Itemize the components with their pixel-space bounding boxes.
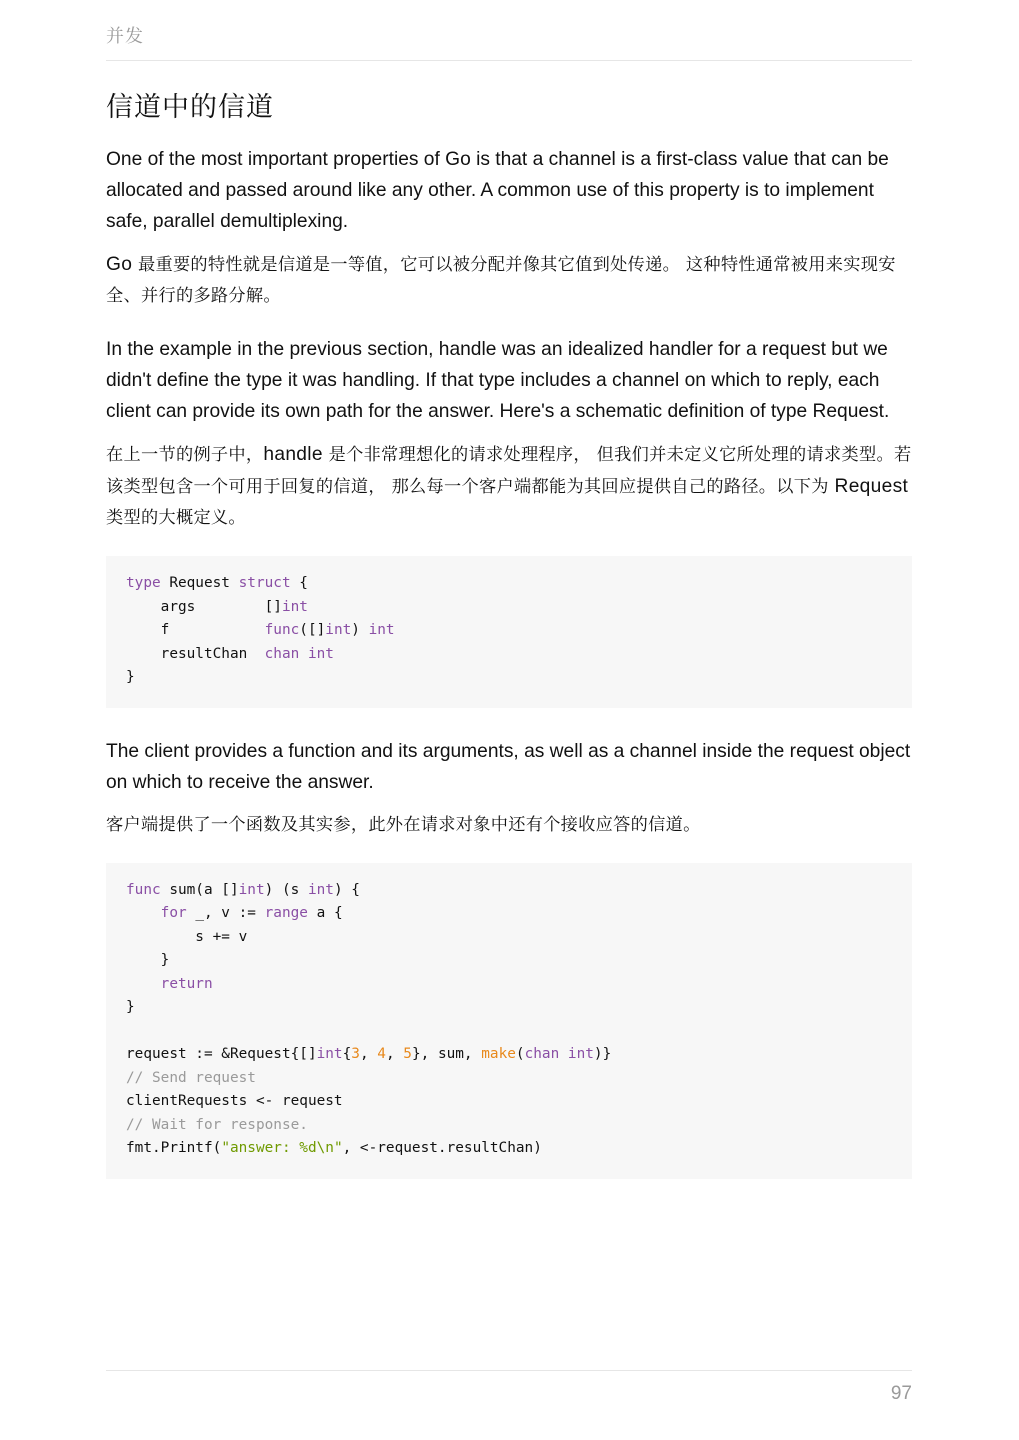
code-keyword: int: [307, 881, 334, 898]
code-text: {: [342, 1046, 352, 1062]
code-comment: // Wait for response.: [126, 1116, 308, 1133]
code-keyword: struct: [238, 575, 291, 591]
code-text: }: [126, 952, 170, 968]
code-text: a {: [307, 905, 343, 921]
code-text: ([]: [299, 622, 326, 638]
header-divider: [106, 60, 912, 61]
inline-request-term: Request: [834, 476, 909, 497]
code-text: }: [126, 999, 135, 1015]
code-keyword: func: [264, 622, 300, 638]
paragraph-1-chinese-text: 最重要的特性就是信道是一等值，它可以被分配并像其它值到处传递。 这种特性通常被用来实现安全、并行的多路分解。: [106, 255, 896, 306]
paragraph-2-chinese-part-e: 类型的大概定义。: [106, 508, 246, 528]
paragraph-3-english: The client provides a function and its arguments, as well as a channel inside the request object on which to receive the answer.: [106, 740, 911, 793]
code-text: Request: [160, 575, 239, 591]
code-text: ): [351, 622, 369, 638]
code-text: ,: [385, 1046, 404, 1062]
paragraph-2-chinese-part-c: 是个非常理想化的请求处理程序， 但我们并未定义它所处理的请求类型。若该类型包含一个可用于回复的信道， 那么每一个客户端都能为其回应提供自己的路径。以下为: [106, 445, 912, 497]
code-keyword: return: [160, 975, 213, 992]
paragraph-2-chinese: [106, 439, 912, 534]
code-text: ) (s: [264, 881, 308, 898]
paragraph-1-chinese: [106, 249, 912, 312]
code-keyword: int: [368, 622, 395, 638]
code-text: request := &Request{[]: [126, 1046, 317, 1062]
code-keyword: int: [281, 598, 308, 615]
code-block-sum-request: [106, 863, 912, 1179]
page-number: 97: [890, 1383, 912, 1404]
code-keyword: chan: [524, 1046, 560, 1062]
code-keyword: func: [126, 881, 161, 898]
inline-handle-term: handle: [263, 444, 323, 465]
code-text: f: [126, 622, 265, 638]
code-number: 5: [403, 1046, 412, 1062]
code-text: resultChan: [126, 645, 265, 662]
code-text: ) {: [333, 881, 360, 898]
code-keyword: int: [307, 645, 334, 662]
code-keyword: type: [126, 575, 161, 591]
code-keyword: int: [316, 1046, 343, 1062]
inline-go-term: Go: [106, 254, 133, 275]
code-number: 3: [351, 1046, 360, 1062]
code-text: [559, 1046, 568, 1062]
code-block-request-struct: [106, 556, 912, 708]
code-keyword: range: [264, 905, 308, 921]
code-builtin: make: [481, 1046, 516, 1062]
paragraph-2-chinese-part-a: 在上一节的例子中，: [106, 445, 264, 465]
code-keyword: int: [325, 622, 352, 638]
code-keyword: int: [238, 881, 265, 898]
code-text: }: [126, 669, 135, 685]
code-text: args []: [126, 598, 282, 615]
code-keyword: int: [567, 1046, 594, 1062]
code-comment: // Send request: [126, 1069, 256, 1086]
code-text: (: [515, 1046, 525, 1062]
code-string: "answer: %d\n": [221, 1140, 343, 1156]
paragraph-3-chinese: 客户端提供了一个函数及其实参，此外在请求对象中还有个接收应答的信道。: [106, 814, 701, 835]
code-text: [299, 646, 308, 662]
code-text: _, v :=: [186, 905, 265, 921]
code-keyword: for: [160, 905, 187, 921]
page-content: [106, 88, 912, 1207]
code-text: s += v: [126, 928, 248, 945]
code-keyword: chan: [264, 645, 300, 662]
paragraph-2-english: In the example in the previous section, handle was an idealized handler for a request but we didn't define the type it was handling. If that type includes a channel on which to reply, each client can provide its own path for the answer. Here's a schematic definition of type Request.: [106, 339, 890, 422]
code-text: fmt.Printf(: [126, 1140, 222, 1156]
code-text: )}: [593, 1046, 612, 1062]
paragraph-1-english: One of the most important properties of Go is that a channel is a first-class value that can be allocated and passed around like any other. A common use of this property is to implement safe, parallel demultiplexing.: [106, 149, 889, 232]
code-text: , <-request.resultChan): [342, 1140, 542, 1156]
running-header: 并发: [106, 26, 144, 47]
code-text: sum(a []: [160, 881, 239, 898]
code-text: [126, 976, 161, 992]
code-text: }, sum,: [411, 1046, 482, 1062]
code-number: 4: [377, 1046, 386, 1062]
code-text: [126, 905, 161, 921]
document-page: [106, 0, 912, 1440]
code-text: {: [290, 575, 308, 591]
footer-divider: [106, 1370, 912, 1371]
section-title: 信道中的信道: [106, 92, 274, 123]
code-text: ,: [359, 1046, 378, 1062]
code-text: clientRequests <- request: [126, 1093, 343, 1109]
